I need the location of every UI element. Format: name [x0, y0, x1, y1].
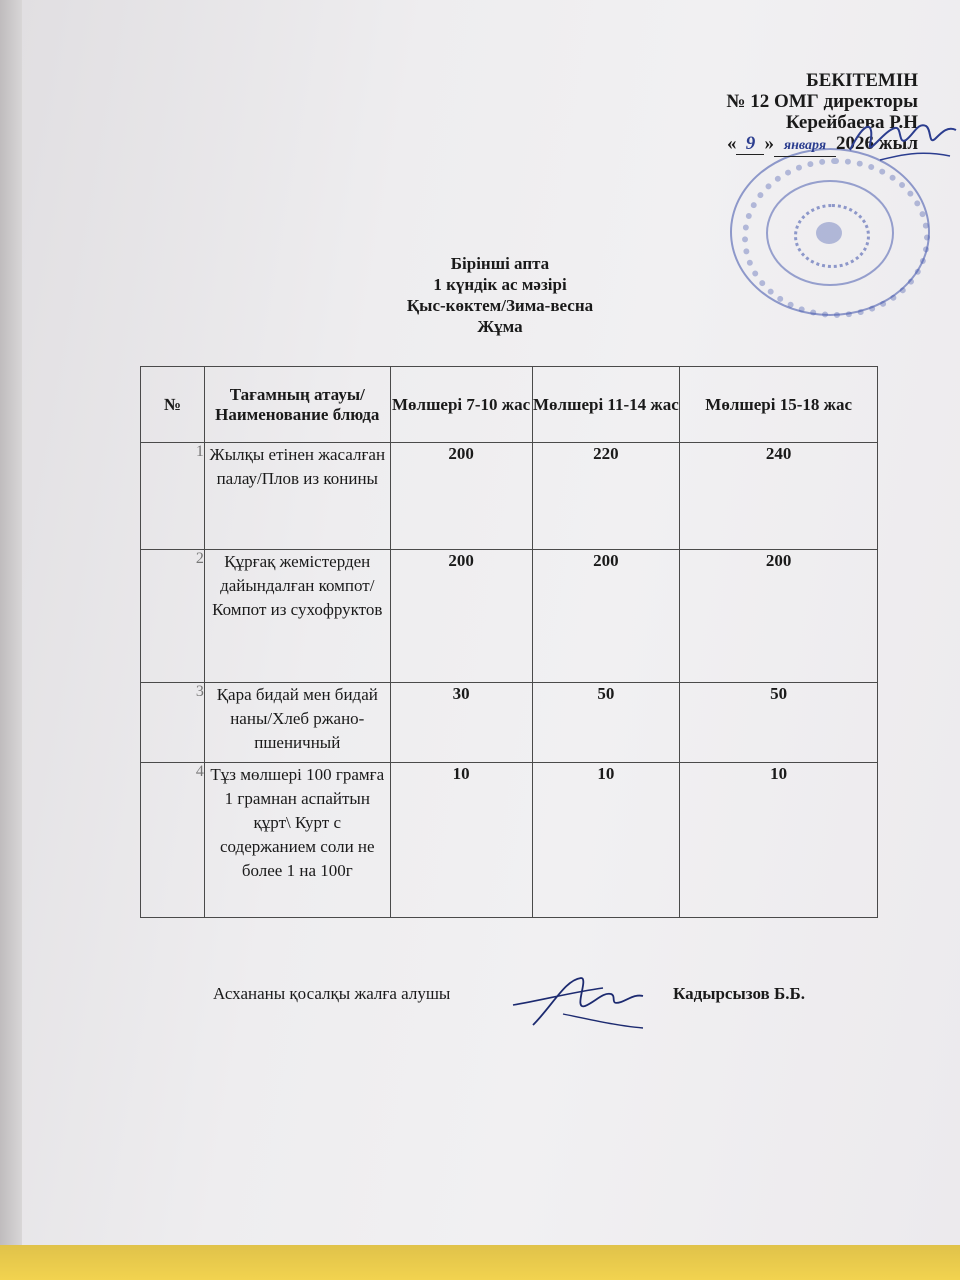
- date-year: 2026 жыл: [835, 133, 918, 154]
- menu-table: [140, 366, 878, 918]
- approval-heading: БЕКІТЕМІН: [806, 70, 918, 91]
- row-amount-7-10: 200: [390, 550, 532, 683]
- header-name: Тағамның атауы/ Наименование блюда: [204, 367, 390, 443]
- header-age-7-10: Мөлшері 7-10 жас: [390, 367, 532, 443]
- title-week: Бірінші апта: [450, 254, 550, 273]
- row-dish-name: Құрғақ жемістерден дайындалған компот/Компот из сухофруктов: [204, 550, 390, 683]
- row-amount-7-10: 200: [390, 443, 532, 550]
- title-day: Жұма: [477, 317, 523, 336]
- footer-person: Кадырсызов Б.Б.: [673, 984, 805, 1003]
- table-row: [141, 763, 878, 918]
- approval-line1: № 12 ОМГ директоры: [726, 91, 918, 112]
- tenant-signature: [503, 970, 663, 1030]
- row-amount-15-18: 10: [680, 763, 878, 918]
- table-row: [141, 443, 878, 550]
- date-month: января: [774, 135, 836, 157]
- yellow-frame-bottom: [0, 1245, 960, 1280]
- approval-line2: Керейбаева Р.Н: [785, 112, 918, 133]
- date-open-quote: «: [726, 133, 737, 154]
- row-amount-15-18: 240: [680, 443, 878, 550]
- table-row: [141, 550, 878, 683]
- row-num: 3: [141, 683, 205, 763]
- title-menu: 1 күндік ас мәзірі: [433, 275, 567, 294]
- header-age-11-14: Мөлшері 11-14 жас: [532, 367, 680, 443]
- frame-left-edge: [0, 0, 22, 1280]
- header-age-15-18: Мөлшері 15-18 жас: [680, 367, 878, 443]
- row-num: 1: [141, 443, 205, 550]
- row-num: 4: [141, 763, 205, 918]
- row-amount-15-18: 50: [680, 683, 878, 763]
- row-amount-7-10: 10: [390, 763, 532, 918]
- row-dish-name: Тұз мөлшері 100 грамға 1 грамнан аспайтын құрт\ Курт с содержанием соли не более 1 на 100г: [204, 763, 390, 918]
- date-close-quote: »: [764, 133, 774, 154]
- footer-signature-line: [213, 984, 853, 1034]
- date-day: 9: [736, 133, 764, 155]
- row-amount-11-14: 220: [532, 443, 680, 550]
- title-season: Қыс-көктем/Зима-весна: [406, 296, 594, 315]
- director-signature: [840, 100, 960, 180]
- menu-titles: [320, 253, 680, 337]
- row-dish-name: Жылқы етінен жасалған палау/Плов из конины: [204, 443, 390, 550]
- row-dish-name: Қара бидай мен бидай наны/Хлеб ржано-пшеничный: [204, 683, 390, 763]
- header-num: №: [141, 367, 205, 443]
- stamp-emblem-core: [816, 222, 842, 244]
- row-amount-7-10: 30: [390, 683, 532, 763]
- table-row: [141, 683, 878, 763]
- row-amount-11-14: 50: [532, 683, 680, 763]
- table-header-row: [141, 367, 878, 443]
- row-amount-11-14: 200: [532, 550, 680, 683]
- row-amount-11-14: 10: [532, 763, 680, 918]
- footer-label: Асхананы қосалқы жалға алушы: [213, 984, 451, 1003]
- row-num: 2: [141, 550, 205, 683]
- row-amount-15-18: 200: [680, 550, 878, 683]
